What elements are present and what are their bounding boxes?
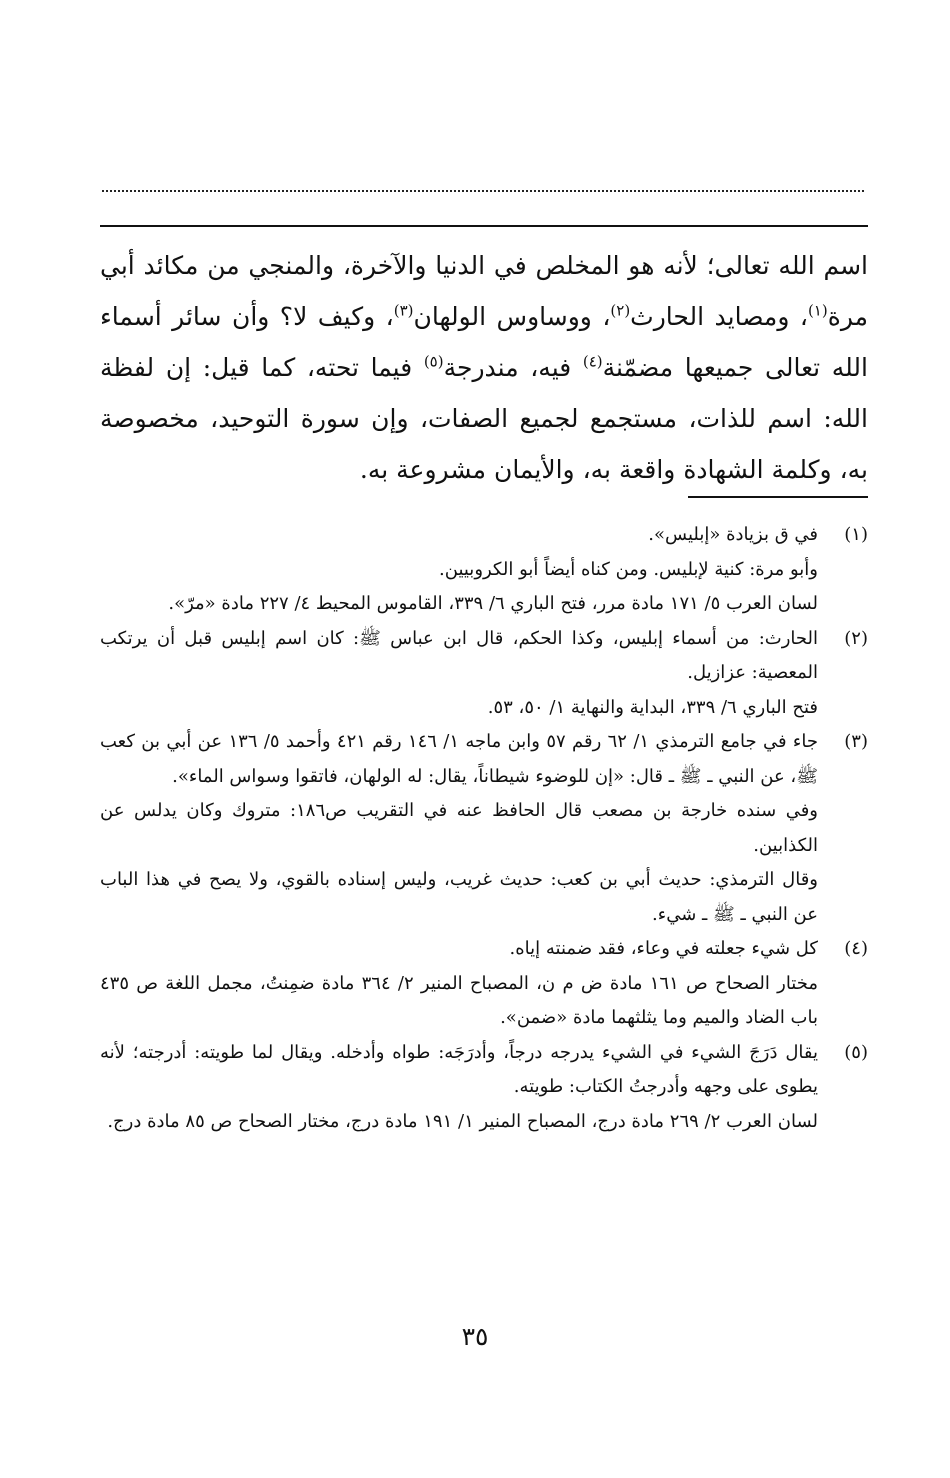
main-text-segment: ، ووساوس الولهان [413, 302, 611, 331]
footnotes [100, 518, 868, 1139]
footnote-ref-1: (١) [807, 301, 828, 320]
footnote-ref-5: (٥) [423, 352, 444, 371]
footnote-text: كل شيء جعلته في وعاء، فقد ضمنته إياه. [509, 938, 818, 959]
main-text-segment: ، ومصايد الحارث [630, 302, 808, 331]
footnote-number: (١) [844, 524, 868, 545]
footnote-text: الحارث: من أسماء إبليس، وكذا الحكم، قال ابن عباس ﷺ: كان اسم إبليس قبل أن يرتكب المعصية: عزازيل. [100, 627, 818, 683]
footnote-2 [100, 622, 868, 726]
footnote-5 [100, 1036, 868, 1140]
main-text-segment: ، وكيف لا؟ وأن سائر أسماء الله تعالى جميعها مضمّنة [100, 302, 868, 382]
footnote-number: (٣) [844, 731, 868, 752]
footnote-text: لسان العرب ٢/ ٢٦٩ مادة درج، المصباح المنير ١/ ١٩١ مادة درج، مختار الصحاح ص ٨٥ مادة درج. [107, 1110, 818, 1132]
footnote-number: (٤) [844, 938, 868, 959]
main-text-segment: فيما تحته، كما قيل: إن لفظة الله: اسم للذات، مستجمع لجميع الصفات، وإن سورة التوحيد، مخصوصة به، وكلمة الشهادة واقعة به، والأيمان مشروعة به. [100, 353, 868, 484]
main-text-segment: اسم الله تعالى؛ لأنه هو المخلص في الدنيا والآخرة، والمنجي من مكائد أبي مرة [100, 251, 869, 331]
dotted-separator [102, 170, 864, 192]
footnote-text: لسان العرب ٥/ ١٧١ مادة مرر، فتح الباري ٦/ ٣٣٩، القاموس المحيط ٤/ ٢٢٧ مادة «مرّ». [168, 593, 818, 614]
footnote-3 [100, 725, 868, 932]
main-text-segment: فيه، مندرجة [443, 353, 583, 382]
page-number: ٣٥ [461, 1322, 489, 1351]
footnote-text: جاء في جامع الترمذي ١/ ٦٢ رقم ٥٧ وابن ماجه ١/ ١٤٦ رقم ٤٢١ وأحمد ٥/ ١٣٦ عن أبي بن كعب ﷺ، عن النبي ـ ﷺ ـ قال: «إن للوضوء شيطاناً، يقال: له الولهان، فاتقوا وسواس الماء». [100, 731, 818, 787]
footnote-text: مختار الصحاح ص ١٦١ مادة ض م ن، المصباح المنير ٢/ ٣٦٤ مادة ضمِنتُ، مجمل اللغة ص ٤٣٥ باب الضاد والميم وما يثلثهما مادة «ضمن». [100, 972, 818, 1028]
footnote-text: فتح الباري ٦/ ٣٣٩، البداية والنهاية ١/ ٥٠، ٥٣. [487, 696, 818, 718]
footnote-1 [100, 518, 868, 622]
top-rule [100, 225, 868, 227]
footnote-rule [688, 496, 868, 498]
main-text [100, 240, 868, 495]
footnote-ref-3: (٣) [393, 301, 414, 320]
main-paragraph [100, 240, 868, 495]
footnote-number: (٥) [844, 1041, 868, 1063]
footnote-number: (٢) [844, 627, 868, 649]
footnote-4 [100, 932, 868, 1036]
footnote-text: في ق بزيادة «إبليس». [648, 524, 818, 545]
footnote-text: وقال الترمذي: حديث أبي بن كعب: حديث غريب، وليس إسناده بالقوي، ولا يصح في هذا الباب عن النبي ـ ﷺ ـ شيء. [100, 869, 818, 925]
footnote-text: وفي سنده خارجة بن مصعب قال الحافظ عنه في التقريب ص١٨٦: متروك وكان يدلس عن الكذابين. [100, 800, 818, 856]
footnote-ref-4: (٤) [582, 352, 603, 371]
footnote-text: وأبو مرة: كنية لإبليس. ومن كناه أيضاً أبو الكروبيين. [439, 558, 818, 580]
footnote-text: يقال دَرَجَ الشيء في الشيء يدرجه درجاً، وأدرَجَه: طواه وأدخله. ويقال لما طويته: أدرجته؛ لأنه يطوى على وجهه وأدرجتُ الكتاب: طويته. [100, 1041, 818, 1097]
footnote-ref-2: (٢) [610, 301, 631, 320]
